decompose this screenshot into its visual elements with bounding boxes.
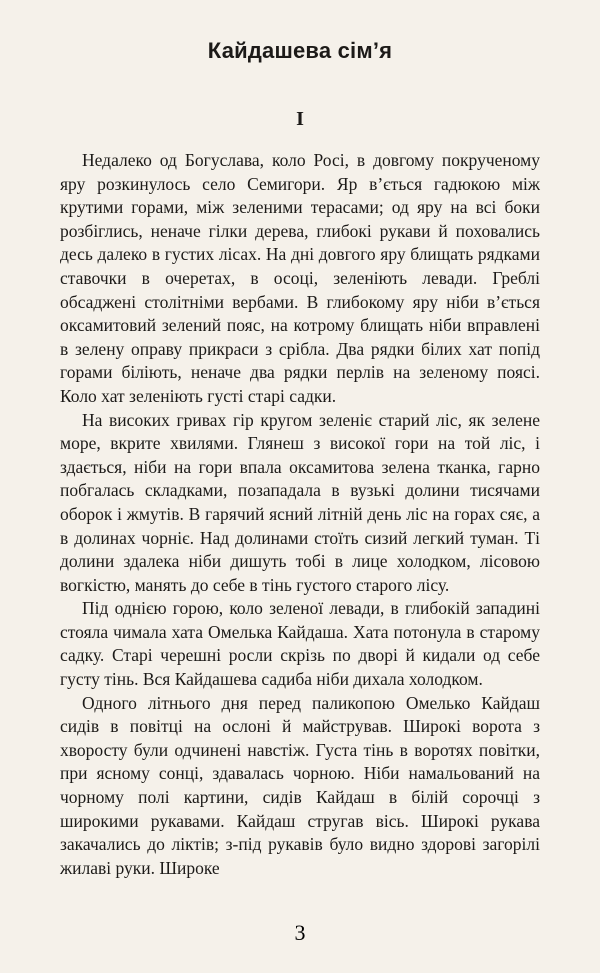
story-text <box>60 149 540 880</box>
chapter-number: I <box>296 108 304 130</box>
paragraph: Недалеко од Богуслава, коло Росі, в довгому покрученому яру розкинулось село Семигори. Яр в’ється гадюкою між крутими горами, між зеленими терасами; од яру на всі боки розбіглись, неначе гілки дерева, глибокі рукави й поховались десь далеко в густих лісах. На дні довгого яру блищать рядками ставочки в очеретах, в осоці, зеленіють левади. Греблі обсаджені столітніми вербами. В глибокому яру ніби в’ється оксамитовий зелений пояс, на котрому блищать ніби вправлені в зелену оправу прикраси з срібла. Два рядки білих хат попід горами біліють, неначе два рядки перлів на зеленому поясі. Коло хат зеленіють густі старі садки. <box>60 150 540 406</box>
paragraph: Одного літнього дня перед паликопою Омелько Кайдаш сидів в повітці на ослоні й майстрував. Широкі ворота з хворосту були одчинені навстіж. Густа тінь в воротях повітки, при ясному сонці, здавалась чорною. Ніби намальований на чорному полі картини, сидів Кайдаш в білій сорочці з широкими рукавами. Кайдаш стругав вісь. Широкі рукава закачались до ліктів; з-під рукавів було видно здорові загорілі жилаві руки. Широке <box>60 692 540 878</box>
page-number: 3 <box>294 920 306 945</box>
story-title: Кайдашева сім’я <box>207 38 393 63</box>
paragraph: Під однією горою, коло зеленої левади, в глибокій западині стояла чимала хата Омелька Кайдаша. Хата потонула в старому садку. Старі черешні росли скрізь по дворі й кидали од себе густу тінь. Вся Кайдашева садиба ніби дихала холодком. <box>60 598 540 690</box>
paragraph: На високих гривах гір кругом зеленіє старий ліс, як зелене море, вкрите хвилями. Глянеш з високої гори на той ліс, і здається, ніби на гори впала оксамитова зелена тканка, гарно побгалась складками, позападала в вузькі долини тисячами оборок і жмутів. В гарячий ясний літній день ліс на горах сяє, а в долинах чорніє. Над долинами стоїть сизий легкий туман. Ті долини здалека ніби дишуть тобі в лице холодком, лісовою вогкістю, манять до себе в тінь густого старого лісу. <box>60 409 540 595</box>
